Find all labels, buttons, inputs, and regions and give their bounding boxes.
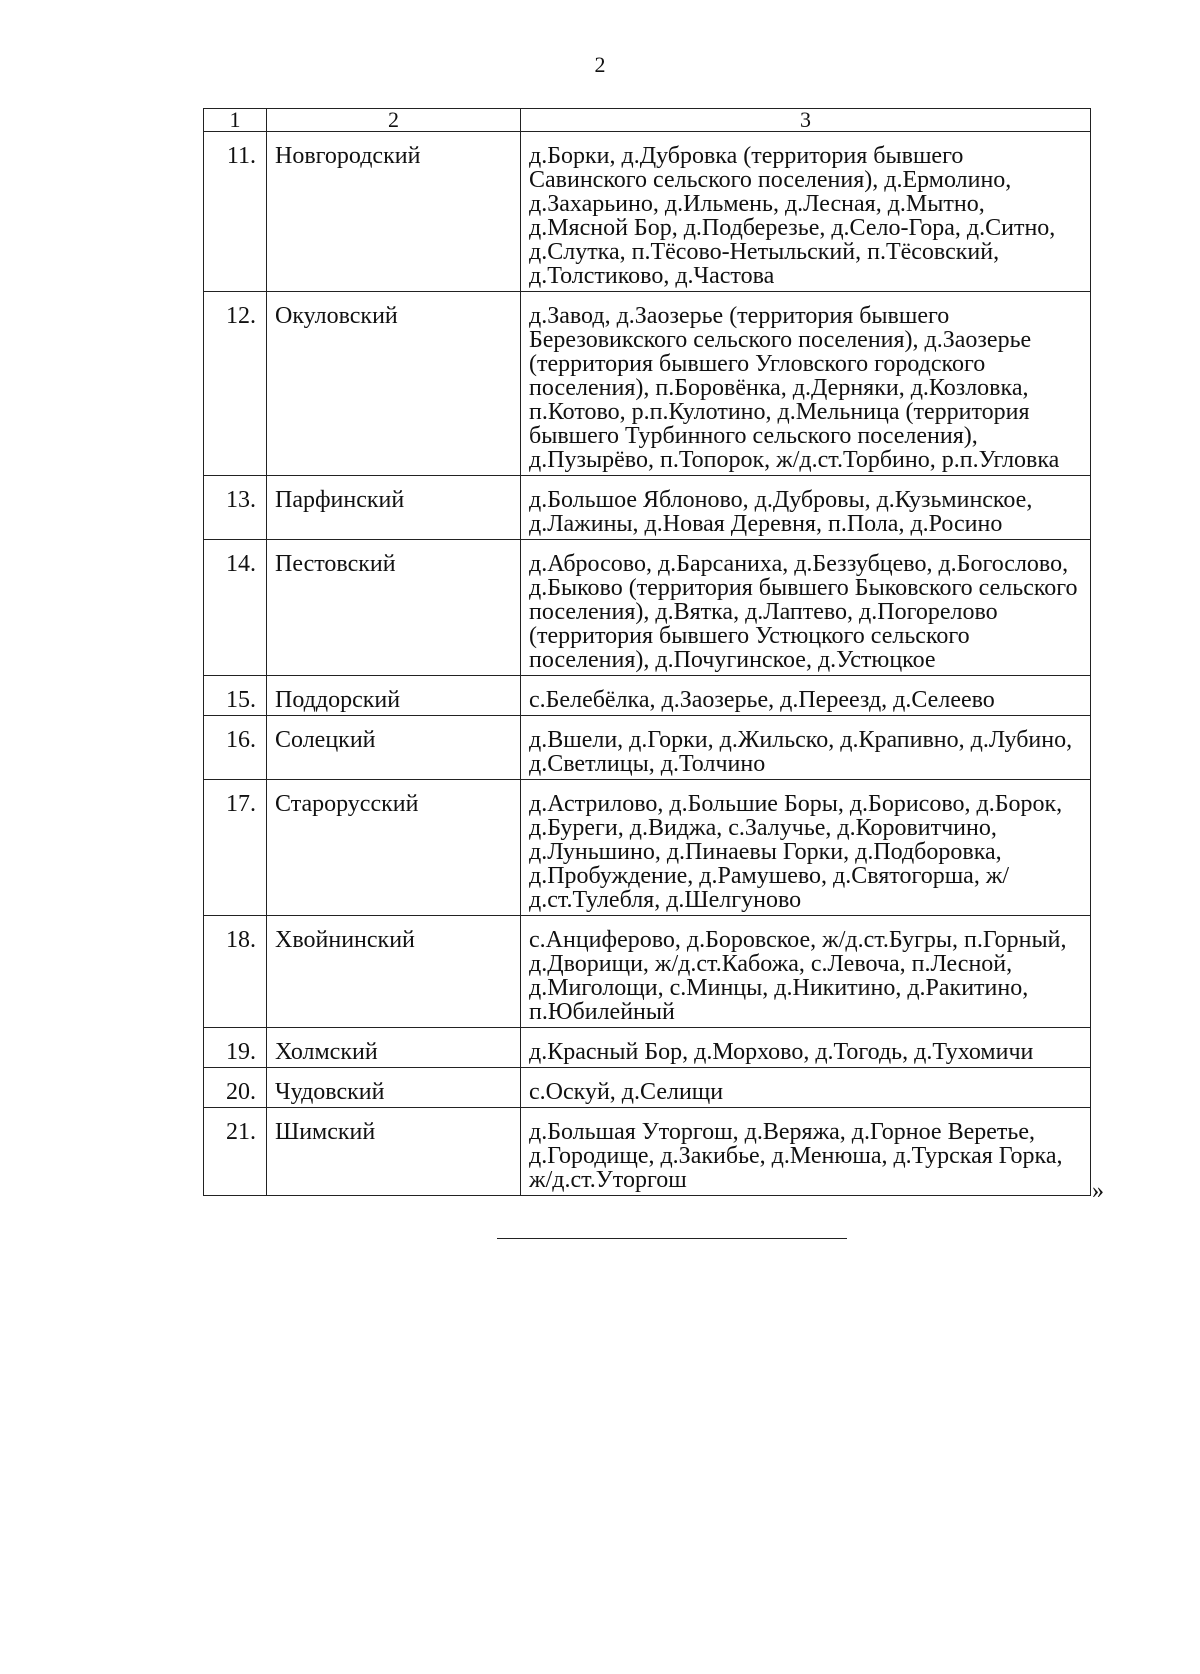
district-name: Солецкий bbox=[267, 716, 521, 780]
settlements-list: д.Борки, д.Дубровка (территория бывшего Савинского сельского поселения), д.Ермолино, д.Захарьино, д.Ильмень, д.Лесная, д.Мытно, д.Мясной Бор, д.Подберезье, д.Село-Гора, д.Ситно, д.Слутка, п.Тёсово-Нетыльский, п.Тёсовский, д.Толстиково, д.Частова bbox=[521, 132, 1091, 292]
row-number: 21. bbox=[204, 1108, 267, 1196]
settlements-list: д.Астрилово, д.Большие Боры, д.Борисово, д.Борок, д.Буреги, д.Виджа, с.Залучье, д.Коровитчино, д.Луньшино, д.Пинаевы Горки, д.Подборовка, д.Пробуждение, д.Рамушево, д.Святогорша, ж/д.ст.Тулебля, д.Шелгуново bbox=[521, 780, 1091, 916]
district-name: Новгородский bbox=[267, 132, 521, 292]
district-name: Поддорский bbox=[267, 676, 521, 716]
table-row bbox=[204, 1068, 1091, 1108]
settlements-list: с.Белебёлка, д.Заозерье, д.Переезд, д.Селеево bbox=[521, 676, 1091, 716]
column-header-places: 3 bbox=[521, 109, 1091, 132]
table-row bbox=[204, 1028, 1091, 1068]
row-number: 12. bbox=[204, 292, 267, 476]
table-row bbox=[204, 1108, 1091, 1196]
settlements-list: д.Большое Яблоново, д.Дубровы, д.Кузьминское, д.Лажины, д.Новая Деревня, п.Пола, д.Росино bbox=[521, 476, 1091, 540]
page-number: 2 bbox=[594, 52, 606, 77]
settlements-list: д.Большая Уторгош, д.Веряжа, д.Горное Веретье, д.Городище, д.Закибье, д.Менюша, д.Турская Горка, ж/д.ст.Уторгош bbox=[521, 1108, 1091, 1196]
district-name: Пестовский bbox=[267, 540, 521, 676]
table-row bbox=[204, 676, 1091, 716]
settlements-list: д.Абросово, д.Барсаниха, д.Беззубцево, д.Богослово, д.Быково (территория бывшего Быковского сельского поселения), д.Вятка, д.Лаптево, д.Погорелово (территория бывшего Устюцкого сельского поселения), д.Почугинское, д.Устюцкое bbox=[521, 540, 1091, 676]
district-name: Парфинский bbox=[267, 476, 521, 540]
row-number: 11. bbox=[204, 132, 267, 292]
settlements-list: с.Анциферово, д.Боровское, ж/д.ст.Бугры, п.Горный, д.Дворищи, ж/д.ст.Кабожа, с.Левоча, п.Лесной, д.Миголощи, с.Минцы, д.Никитино, д.Ракитино, п.Юбилейный bbox=[521, 916, 1091, 1028]
district-name: Холмский bbox=[267, 1028, 521, 1068]
table-row bbox=[204, 916, 1091, 1028]
table-row bbox=[204, 716, 1091, 780]
settlements-list: д.Красный Бор, д.Морхово, д.Тогодь, д.Тухомичи bbox=[521, 1028, 1091, 1068]
column-header-number: 1 bbox=[204, 109, 267, 132]
district-name: Шимский bbox=[267, 1108, 521, 1196]
table-row bbox=[204, 540, 1091, 676]
district-name: Старорусский bbox=[267, 780, 521, 916]
end-divider-line bbox=[497, 1238, 847, 1239]
table-row bbox=[204, 780, 1091, 916]
table-header bbox=[204, 109, 1091, 132]
table-body bbox=[204, 132, 1091, 1196]
district-name: Чудовский bbox=[267, 1068, 521, 1108]
row-number: 16. bbox=[204, 716, 267, 780]
table-row bbox=[204, 132, 1091, 292]
row-number: 19. bbox=[204, 1028, 267, 1068]
header-row bbox=[204, 109, 1091, 132]
row-number: 15. bbox=[204, 676, 267, 716]
row-number: 14. bbox=[204, 540, 267, 676]
column-header-district: 2 bbox=[267, 109, 521, 132]
settlements-list: с.Оскуй, д.Селищи bbox=[521, 1068, 1091, 1108]
row-number: 20. bbox=[204, 1068, 267, 1108]
closing-quote-mark: » bbox=[1092, 1178, 1104, 1204]
settlements-table bbox=[203, 108, 1091, 1196]
row-number: 13. bbox=[204, 476, 267, 540]
table-row bbox=[204, 292, 1091, 476]
district-name: Окуловский bbox=[267, 292, 521, 476]
settlements-list: д.Завод, д.Заозерье (территория бывшего Березовикского сельского поселения), д.Заозерье (территория бывшего Угловского городского поселения), п.Боровёнка, д.Дерняки, д.Козловка, п.Котово, р.п.Кулотино, д.Мельница (территория бывшего Турбинного сельского поселения), д.Пузырёво, п.Топорок, ж/д.ст.Торбино, р.п.Угловка bbox=[521, 292, 1091, 476]
table-row bbox=[204, 476, 1091, 540]
row-number: 17. bbox=[204, 780, 267, 916]
district-name: Хвойнинский bbox=[267, 916, 521, 1028]
settlements-list: д.Вшели, д.Горки, д.Жильско, д.Крапивно, д.Лубино, д.Светлицы, д.Толчино bbox=[521, 716, 1091, 780]
row-number: 18. bbox=[204, 916, 267, 1028]
